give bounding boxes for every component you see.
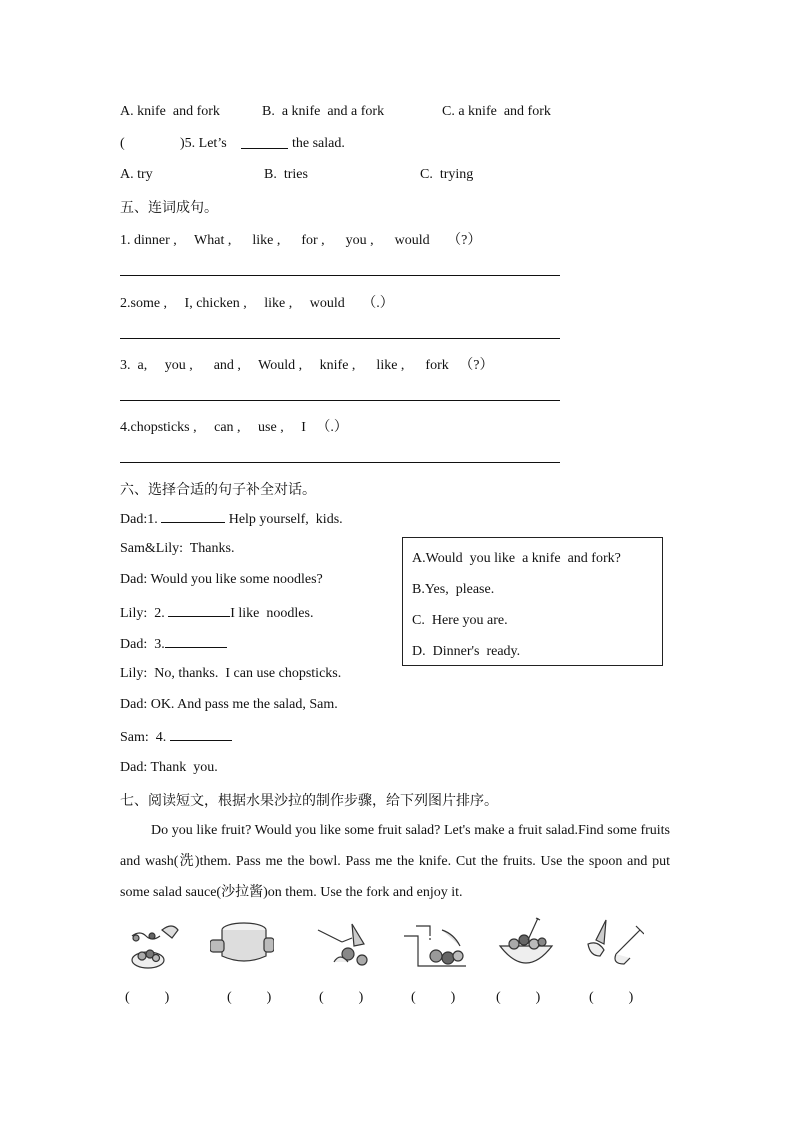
order-blank-5[interactable]: ( ) <box>496 990 541 1005</box>
s5-item-3: 3. a, you , and , Would , knife , like , fork （?） <box>120 358 494 373</box>
dialog-blank-4[interactable] <box>170 728 232 741</box>
q5-number: )5. Let’s <box>180 136 227 151</box>
knife-fork-picture <box>580 916 644 972</box>
order-blank-1[interactable]: ( ) <box>125 990 170 1005</box>
order-blank-2[interactable]: ( ) <box>227 990 272 1005</box>
dialog-line-9: Dad: Thank you. <box>120 760 218 775</box>
spoon-sauce-picture <box>122 916 186 972</box>
order-blank-6[interactable]: ( ) <box>589 990 634 1005</box>
option-a: A.Would you like a knife and fork? <box>412 551 621 566</box>
bowl-picture <box>210 916 274 972</box>
section7-title: 七、阅读短文，根据水果沙拉的制作步骤，给下列图片排序。 <box>120 793 498 809</box>
dialog-line-5: Dad: 3. <box>120 635 227 653</box>
q4-option-a: A. knife and fork <box>120 104 220 119</box>
reading-passage: Do you like fruit? Would you like some fruit salad? Let's make a fruit salad.Find some fruits and wash(洗)them. Pass me the bowl. Pass me the knife. Cut the fruits. Use the spoon and put some salad sauce(沙拉酱)on them. Use the fork and enjoy it. <box>120 823 670 900</box>
dialog-blank-3[interactable] <box>165 635 227 648</box>
dialog-line-8: Sam: 4. <box>120 728 232 746</box>
dialog-line-2: Sam&Lily: Thanks. <box>120 541 235 556</box>
q4-option-c: C. a knife and fork <box>442 104 551 119</box>
dialog-line-6: Lily: No, thanks. I can use chopsticks. <box>120 666 342 681</box>
fork-salad-picture <box>494 916 558 972</box>
s5-item-1: 1. dinner , What , like , for , you , would （?） <box>120 233 482 248</box>
dialog-line-4: Lily: 2. I like noodles. <box>120 606 314 621</box>
dialog-blank-2[interactable] <box>168 604 230 617</box>
s5-answer-line-1[interactable] <box>120 275 560 276</box>
q5-rest: the salad. <box>292 136 345 151</box>
options-box <box>402 537 663 666</box>
s5-answer-line-4[interactable] <box>120 462 560 463</box>
dialog-line-7: Dad: OK. And pass me the salad, Sam. <box>120 697 338 712</box>
option-d: D. Dinner's ready. <box>412 644 521 659</box>
order-blank-4[interactable]: ( ) <box>411 990 456 1005</box>
q4-option-b: B. a knife and a fork <box>262 104 385 119</box>
order-blank-3[interactable]: ( ) <box>319 990 364 1005</box>
q5-paren-open: ( <box>120 136 125 151</box>
option-c: C. Here you are. <box>412 613 508 628</box>
dialog-line-1: Dad:1. Help yourself, kids. <box>120 512 343 527</box>
dialog-line-3: Dad: Would you like some noodles? <box>120 572 323 587</box>
q5-option-a: A. try <box>120 167 153 182</box>
section5-title: 五、连词成句。 <box>120 200 218 216</box>
option-b: B.Yes, please. <box>412 582 495 597</box>
q5-option-b: B. tries <box>264 167 308 182</box>
s5-item-4: 4.chopsticks , can , use , I （.） <box>120 420 348 435</box>
q5-option-c: C. trying <box>420 167 474 182</box>
s5-item-2: 2.some , I, chicken , like , would （.） <box>120 296 394 311</box>
washing-fruit-picture <box>402 916 466 972</box>
cutting-fruit-picture <box>312 916 376 972</box>
q5-blank[interactable] <box>241 136 288 154</box>
dialog-blank-1[interactable] <box>161 510 225 523</box>
section6-title: 六、选择合适的句子补全对话。 <box>120 482 316 498</box>
s5-answer-line-3[interactable] <box>120 400 560 401</box>
s5-answer-line-2[interactable] <box>120 338 560 339</box>
